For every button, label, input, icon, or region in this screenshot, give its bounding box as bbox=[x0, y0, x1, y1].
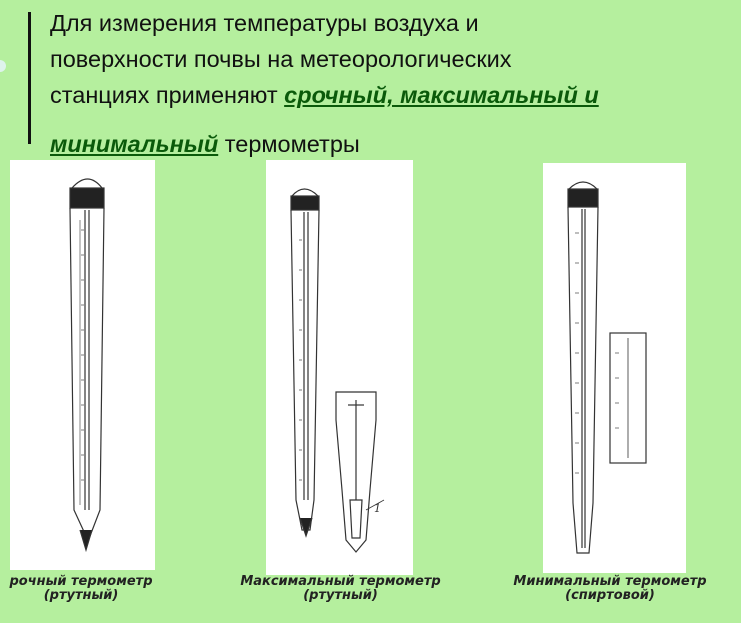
accent-bar bbox=[28, 12, 31, 144]
heading-emphasis-2: минимальный bbox=[50, 131, 219, 157]
caption-3-line-1: Минимальный термометр bbox=[513, 574, 707, 589]
caption-2-line-1: Максимальный термометр bbox=[240, 574, 441, 589]
bullet-dot bbox=[0, 60, 6, 72]
heading-line-3-prefix: станциях применяют bbox=[50, 82, 285, 108]
heading-line-1: Для измерения температуры воздуха и bbox=[50, 10, 479, 36]
maximum-thermometer-illustration bbox=[266, 160, 413, 575]
heading-emphasis-1: срочный, максимальный и bbox=[284, 82, 599, 108]
slide-heading bbox=[50, 5, 740, 162]
caption-3-line-2: (спиртовой) bbox=[565, 588, 655, 603]
caption-2-line-2: (ртутный) bbox=[303, 588, 378, 603]
thermometer-panel-3 bbox=[543, 163, 686, 573]
thermometer-caption-1 bbox=[0, 575, 166, 603]
caption-1-line-1: рочный термометр bbox=[9, 574, 153, 589]
urgent-thermometer-illustration bbox=[10, 160, 155, 570]
heading-line-4-suffix: термометры bbox=[218, 131, 360, 157]
minimum-thermometer-illustration bbox=[543, 163, 686, 573]
caption-1-line-2: (ртутный) bbox=[43, 588, 119, 603]
heading-line-2: поверхности почвы на метеорологических bbox=[50, 46, 512, 72]
thermometer-caption-2 bbox=[218, 575, 463, 603]
thermometer-panel-1 bbox=[10, 160, 155, 570]
thermometer-panel-2 bbox=[266, 160, 413, 575]
callout-label: 1 bbox=[374, 502, 381, 515]
thermometer-caption-3 bbox=[490, 575, 730, 603]
